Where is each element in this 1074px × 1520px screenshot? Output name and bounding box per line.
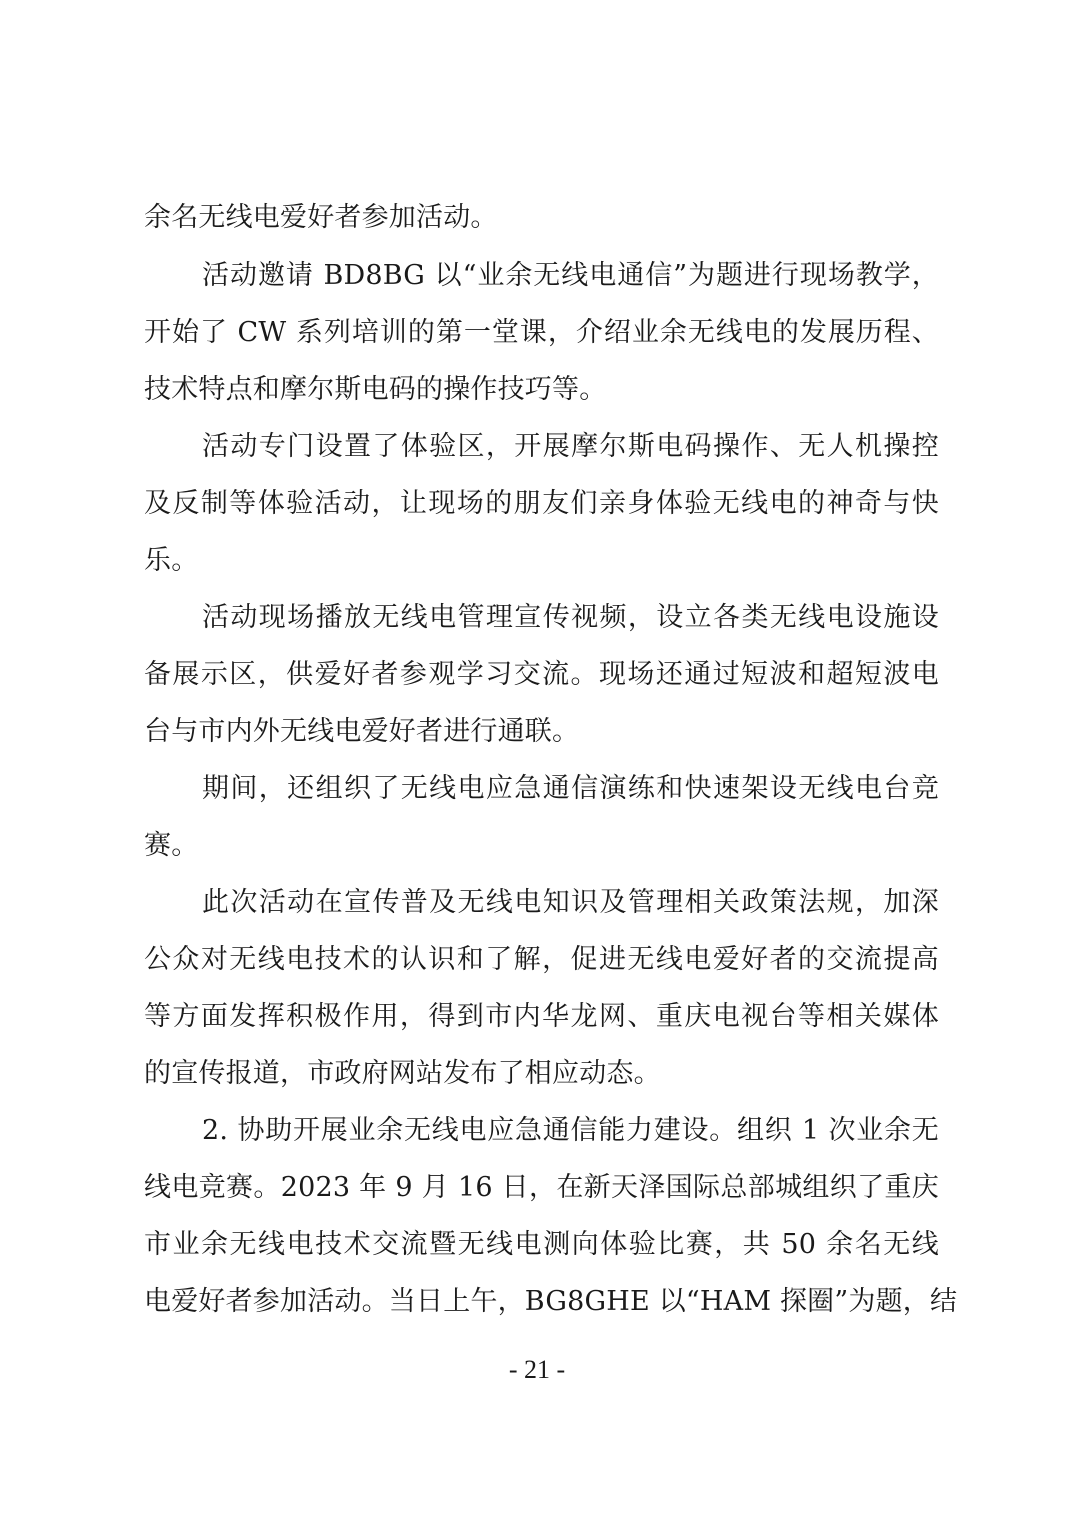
text-line-20: 电爱好者参加活动。当日上午，BG8GHE 以“HAM 探圈”为题，结 <box>144 1286 958 1317</box>
text-line-6: 及反制等体验活动，让现场的朋友们亲身体验无线电的神奇与快 <box>144 488 939 519</box>
text-line-4: 技术特点和摩尔斯电码的操作技巧等。 <box>144 374 607 405</box>
text-line-16: 的宣传报道，市政府网站发布了相应动态。 <box>144 1058 661 1089</box>
text-line-17: 2. 协助开展业余无线电应急通信能力建设。组织 1 次业余无 <box>202 1115 939 1146</box>
text-line-15: 等方面发挥积极作用，得到市内华龙网、重庆电视台等相关媒体 <box>144 1001 939 1032</box>
text-line-5: 活动专门设置了体验区，开展摩尔斯电码操作、无人机操控 <box>202 431 939 462</box>
text-line-2: 活动邀请 BD8BG 以“业余无线电通信”为题进行现场教学， <box>202 260 939 291</box>
page-number: - 21 - <box>508 1355 566 1384</box>
text-line-7: 乐。 <box>144 545 199 576</box>
text-line-11: 期间，还组织了无线电应急通信演练和快速架设无线电台竞 <box>202 773 939 804</box>
text-line-13: 此次活动在宣传普及无线电知识及管理相关政策法规，加深 <box>202 887 939 918</box>
text-line-18: 线电竞赛。2023 年 9 月 16 日，在新天泽国际总部城组织了重庆 <box>144 1172 939 1203</box>
text-line-8: 活动现场播放无线电管理宣传视频，设立各类无线电设施设 <box>202 602 939 633</box>
text-line-3: 开始了 CW 系列培训的第一堂课，介绍业余无线电的发展历程、 <box>144 317 939 348</box>
text-line-12: 赛。 <box>144 830 199 861</box>
text-line-14: 公众对无线电技术的认识和了解，促进无线电爱好者的交流提高 <box>144 944 939 975</box>
text-line-1: 余名无线电爱好者参加活动。 <box>144 202 498 233</box>
text-line-9: 备展示区，供爱好者参观学习交流。现场还通过短波和超短波电 <box>144 659 939 690</box>
text-line-19: 市业余无线电技术交流暨无线电测向体验比赛，共 50 余名无线 <box>144 1229 939 1260</box>
text-line-10: 台与市内外无线电爱好者进行通联。 <box>144 716 580 747</box>
